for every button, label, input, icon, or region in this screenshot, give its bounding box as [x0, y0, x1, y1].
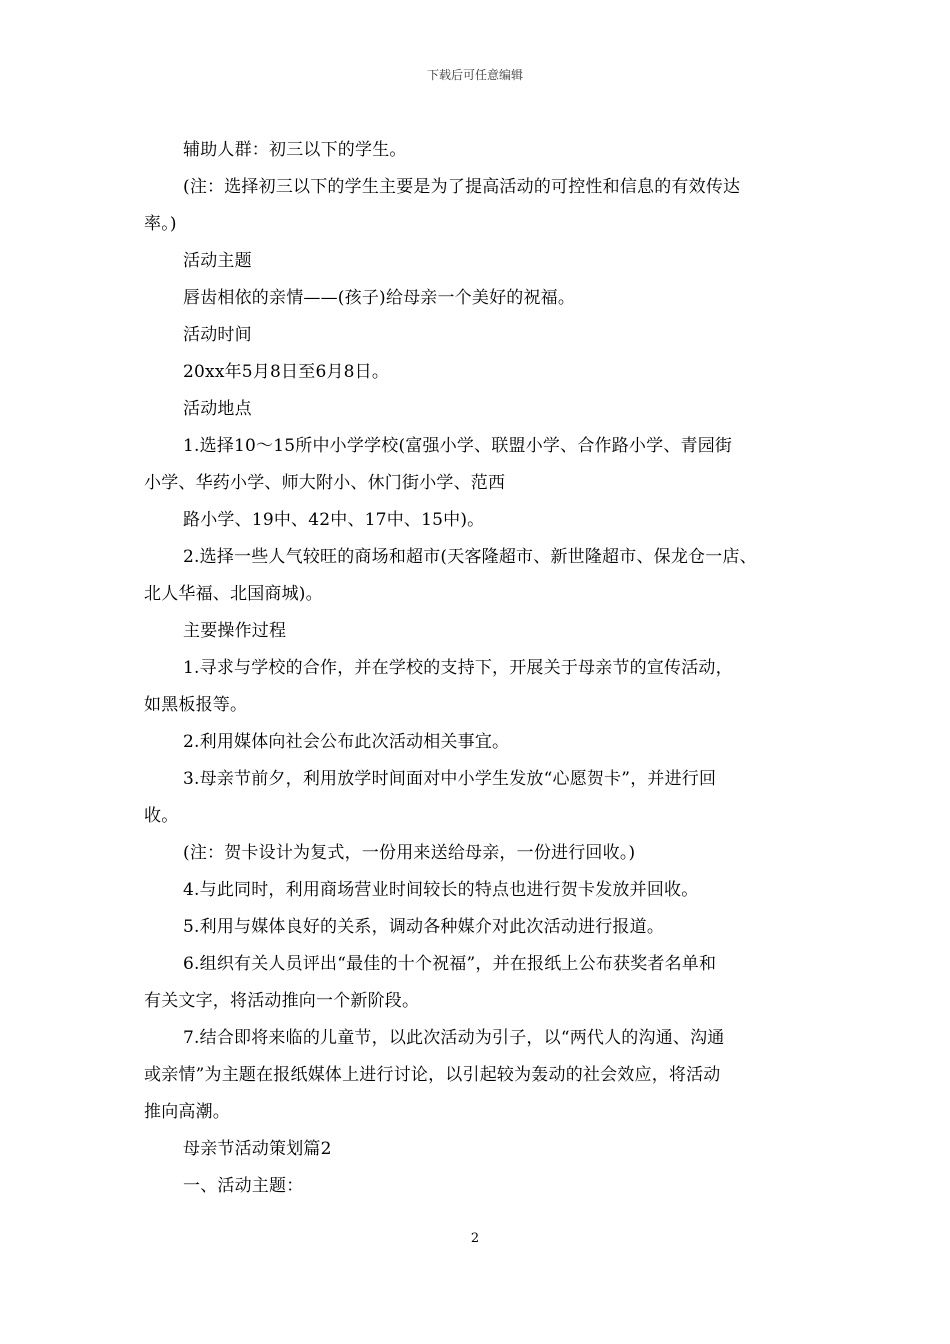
text-line: 1.选择10～15所中小学学校(富强小学、联盟小学、合作路小学、青园街 — [183, 436, 733, 456]
paragraph — [144, 317, 814, 354]
text-line: 一、活动主题： — [183, 1176, 304, 1196]
text-line: 或亲情”为主题在报纸媒体上进行讨论，以引起较为轰动的社会效应，将活动 — [144, 1065, 721, 1085]
paragraph — [144, 1168, 814, 1205]
paragraph — [144, 761, 814, 835]
paragraph — [144, 724, 814, 761]
text-line: 2.利用媒体向社会公布此次活动相关事宜。 — [183, 732, 510, 752]
text-line: 活动时间 — [183, 325, 252, 345]
text-line: 路小学、19中、42中、17中、15中)。 — [183, 510, 485, 530]
paragraph — [144, 1131, 814, 1168]
text-line: 5.利用与媒体良好的关系，调动各种媒介对此次活动进行报道。 — [183, 917, 665, 937]
text-line: 小学、华药小学、师大附小、休门街小学、范西 — [144, 473, 506, 493]
page-header-note: 下载后可任意编辑 — [426, 68, 523, 82]
text-line: 收。 — [144, 806, 179, 826]
text-line: 20xx年5月8日至6月8日。 — [183, 362, 390, 382]
paragraph — [144, 243, 814, 280]
paragraph — [144, 280, 814, 317]
page-number: 2 — [470, 1231, 480, 1246]
text-line: 北人华福、北国商城)。 — [144, 584, 323, 604]
text-line: 母亲节活动策划篇2 — [183, 1139, 332, 1159]
text-line: (注：选择初三以下的学生主要是为了提高活动的可控性和信息的有效传达 — [183, 177, 741, 197]
paragraph — [144, 613, 814, 650]
document-body — [144, 132, 814, 1205]
text-line: 辅助人群：初三以下的学生。 — [183, 140, 407, 160]
paragraph — [144, 872, 814, 909]
paragraph — [144, 132, 814, 169]
text-line: 推向高潮。 — [144, 1102, 230, 1122]
text-line: 如黑板报等。 — [144, 695, 248, 715]
text-line: 率。) — [144, 214, 177, 234]
paragraph — [144, 169, 814, 243]
text-line: 2.选择一些人气较旺的商场和超市(天客隆超市、新世隆超市、保龙仓一店、 — [183, 547, 757, 567]
paragraph — [144, 650, 814, 724]
text-line: 3.母亲节前夕，利用放学时间面对中小学生发放“心愿贺卡”，并进行回 — [183, 769, 717, 789]
text-line: 活动地点 — [183, 399, 252, 419]
paragraph — [144, 909, 814, 946]
text-line: 唇齿相依的亲情——(孩子)给母亲一个美好的祝福。 — [183, 288, 576, 308]
text-line: 主要操作过程 — [183, 621, 287, 641]
text-line: 有关文字，将活动推向一个新阶段。 — [144, 991, 420, 1011]
paragraph — [144, 428, 814, 502]
paragraph — [144, 539, 814, 613]
paragraph — [144, 502, 814, 539]
text-line: 6.组织有关人员评出“最佳的十个祝福”，并在报纸上公布获奖者名单和 — [183, 954, 717, 974]
paragraph — [144, 835, 814, 872]
text-line: 1.寻求与学校的合作，并在学校的支持下，开展关于母亲节的宣传活动， — [183, 658, 733, 678]
text-line: 4.与此同时，利用商场营业时间较长的特点也进行贺卡发放并回收。 — [183, 880, 699, 900]
paragraph — [144, 354, 814, 391]
text-line: 7.结合即将来临的儿童节，以此次活动为引子，以“两代人的沟通、沟通 — [183, 1028, 725, 1048]
paragraph — [144, 1020, 814, 1131]
text-line: (注：贺卡设计为复式，一份用来送给母亲，一份进行回收。) — [183, 843, 636, 863]
paragraph — [144, 946, 814, 1020]
text-line: 活动主题 — [183, 251, 252, 271]
paragraph — [144, 391, 814, 428]
